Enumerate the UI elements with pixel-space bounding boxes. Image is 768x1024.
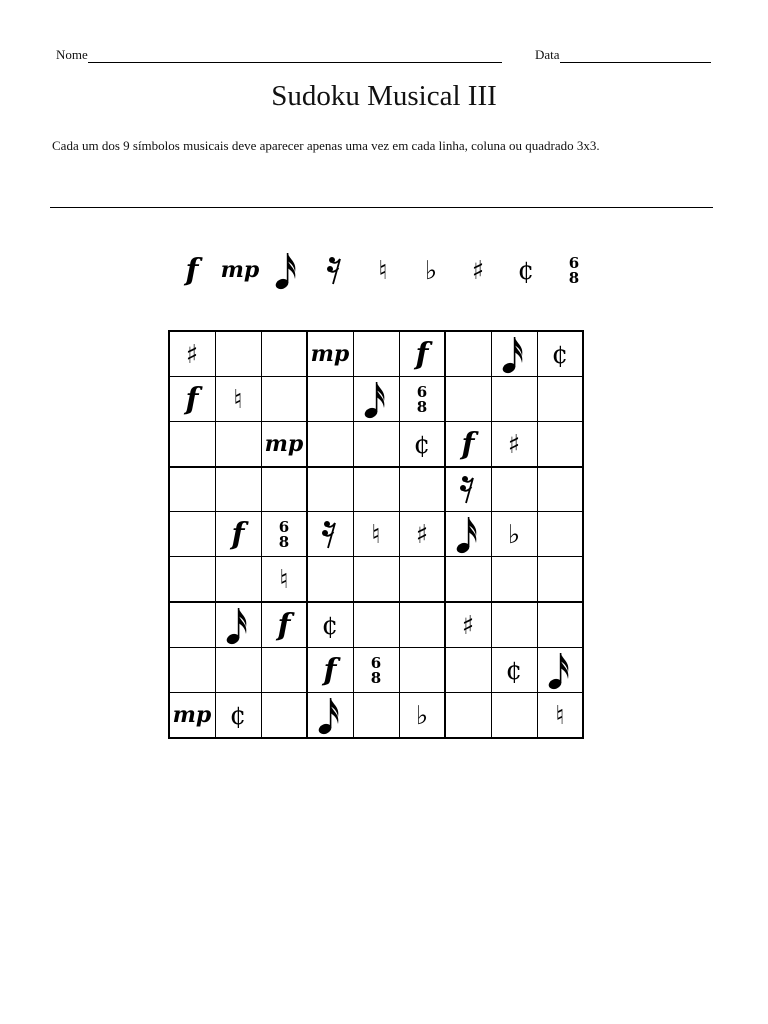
grid-row <box>169 512 583 557</box>
grid-cell-empty[interactable] <box>261 647 307 692</box>
grid-cell-sixteenth-rest <box>445 467 491 512</box>
grid-row <box>169 602 583 648</box>
instructions-text: Cada um dos 9 símbolos musicais deve aparecer apenas uma vez em cada linha, coluna ou quadrado 3x3. <box>52 138 600 153</box>
grid-cell-natural <box>353 512 399 557</box>
grid-cell-six-eight-time <box>261 512 307 557</box>
forte-icon <box>446 424 491 464</box>
grid-cell-forte <box>215 512 261 557</box>
grid-cell-empty[interactable] <box>537 422 583 467</box>
grid-cell-empty[interactable] <box>261 692 307 738</box>
six-eight-time-icon <box>354 650 399 690</box>
sharp-icon <box>456 238 500 302</box>
svg-text:♯: ♯ <box>472 256 485 286</box>
grid-cell-empty[interactable] <box>169 467 215 512</box>
svg-text:8: 8 <box>370 668 382 687</box>
svg-text:¢: ¢ <box>413 429 431 460</box>
svg-text:♮: ♮ <box>555 700 565 731</box>
grid-cell-empty[interactable] <box>537 377 583 422</box>
svg-text:f: f <box>231 517 245 552</box>
svg-text:♯: ♯ <box>461 610 475 641</box>
svg-text:♮: ♮ <box>233 385 243 415</box>
grid-cell-forte <box>307 647 353 692</box>
grid-cell-empty[interactable] <box>491 602 537 648</box>
sixteenth-rest-icon <box>313 238 357 302</box>
grid-cell-empty[interactable] <box>537 467 583 512</box>
grid-cell-natural <box>261 557 307 602</box>
sixteenth-rest-icon <box>308 514 353 554</box>
grid-row <box>169 377 583 422</box>
grid-cell-empty[interactable] <box>215 422 261 467</box>
svg-text:f: f <box>277 607 291 643</box>
forte-icon <box>308 650 353 690</box>
page-title: Sudoku Musical III <box>271 80 497 112</box>
sharp-icon <box>492 424 537 464</box>
grid-cell-empty[interactable] <box>169 422 215 467</box>
forte-icon <box>400 334 445 374</box>
grid-cell-cut-time <box>491 647 537 692</box>
grid-cell-empty[interactable] <box>215 557 261 602</box>
grid-cell-empty[interactable] <box>169 647 215 692</box>
svg-text:mp: mp <box>310 341 350 367</box>
grid-cell-sixteenth-note <box>353 377 399 422</box>
svg-text:6: 6 <box>278 518 289 536</box>
grid-cell-sharp <box>399 512 445 557</box>
flat-icon <box>492 514 537 554</box>
grid-row <box>169 692 583 738</box>
mezzo-piano-icon <box>262 424 307 464</box>
mezzo-piano-icon <box>170 695 215 735</box>
grid-cell-empty[interactable] <box>491 692 537 738</box>
grid-cell-empty[interactable] <box>445 377 491 422</box>
grid-row <box>169 467 583 512</box>
grid-row <box>169 557 583 602</box>
grid-cell-sixteenth-note <box>307 692 353 738</box>
svg-text:♭: ♭ <box>507 520 521 550</box>
svg-text:♯: ♯ <box>507 429 521 460</box>
svg-text:8: 8 <box>416 398 427 416</box>
grid-cell-sixteenth-rest <box>307 512 353 557</box>
sixteenth-note-icon <box>308 693 353 737</box>
svg-text:¢: ¢ <box>505 655 523 686</box>
grid-cell-empty[interactable] <box>445 331 491 377</box>
grid-cell-empty[interactable] <box>215 331 261 377</box>
grid-cell-sharp <box>169 331 215 377</box>
grid-cell-six-eight-time <box>399 377 445 422</box>
grid-cell-mezzo-piano <box>261 422 307 467</box>
cut-time-icon <box>504 238 548 302</box>
cut-time-icon <box>400 424 445 464</box>
grid-cell-six-eight-time <box>353 647 399 692</box>
svg-text:mp: mp <box>220 257 259 283</box>
grid-cell-sixteenth-note <box>215 602 261 648</box>
svg-text:♯: ♯ <box>185 340 199 370</box>
sixteenth-note-icon <box>265 238 309 302</box>
date-field[interactable] <box>535 47 711 63</box>
grid-cell-empty[interactable] <box>261 331 307 377</box>
grid-cell-empty[interactable] <box>399 647 445 692</box>
grid-cell-empty[interactable] <box>169 557 215 602</box>
grid-cell-sixteenth-note <box>491 331 537 377</box>
svg-text:f: f <box>415 337 429 372</box>
grid-cell-forte <box>399 331 445 377</box>
grid-cell-cut-time <box>307 602 353 648</box>
grid-cell-empty[interactable] <box>215 467 261 512</box>
grid-cell-empty[interactable] <box>353 331 399 377</box>
sixteenth-rest-icon <box>446 469 491 509</box>
forte-icon <box>170 238 214 302</box>
mezzo-piano-icon <box>218 238 262 302</box>
grid-cell-forte <box>169 377 215 422</box>
svg-text:8: 8 <box>568 269 580 287</box>
grid-cell-mezzo-piano <box>169 692 215 738</box>
grid-cell-empty[interactable] <box>537 602 583 648</box>
svg-text:f: f <box>185 382 199 417</box>
natural-icon <box>538 695 583 735</box>
flat-icon <box>409 238 453 302</box>
svg-text:f: f <box>461 426 475 462</box>
cut-time-icon <box>492 650 537 690</box>
grid-cell-mezzo-piano <box>307 331 353 377</box>
cut-time-icon <box>216 695 261 735</box>
grid-cell-empty[interactable] <box>491 377 537 422</box>
sixteenth-note-icon <box>216 603 261 647</box>
svg-text:¢: ¢ <box>551 340 569 370</box>
sixteenth-note-icon <box>538 648 583 692</box>
grid-cell-empty[interactable] <box>353 467 399 512</box>
grid-cell-sixteenth-note <box>537 647 583 692</box>
svg-text:¢: ¢ <box>321 610 339 641</box>
cut-time-icon <box>308 605 353 645</box>
svg-text:mp: mp <box>172 701 212 728</box>
grid-cell-empty[interactable] <box>169 602 215 648</box>
svg-text:♯: ♯ <box>415 520 429 550</box>
grid-cell-sharp <box>491 422 537 467</box>
sharp-icon <box>400 514 445 554</box>
symbol-legend <box>168 238 598 302</box>
grid-cell-empty[interactable] <box>215 647 261 692</box>
sixteenth-note-icon <box>446 512 491 556</box>
svg-text:♮: ♮ <box>378 256 388 286</box>
svg-text:¢: ¢ <box>229 700 247 731</box>
grid-cell-natural <box>537 692 583 738</box>
grid-cell-empty[interactable] <box>169 512 215 557</box>
natural-icon <box>354 514 399 554</box>
grid-cell-cut-time <box>215 692 261 738</box>
svg-text:♮: ♮ <box>279 564 289 595</box>
svg-text:f: f <box>323 652 337 688</box>
svg-text:8: 8 <box>278 533 289 551</box>
name-blank-line[interactable] <box>88 48 502 63</box>
grid-cell-empty[interactable] <box>261 377 307 422</box>
grid-cell-empty[interactable] <box>399 557 445 602</box>
grid-cell-forte <box>445 422 491 467</box>
grid-cell-empty[interactable] <box>353 692 399 738</box>
grid-cell-empty[interactable] <box>537 512 583 557</box>
cut-time-icon <box>538 334 583 374</box>
date-blank-line[interactable] <box>560 48 711 63</box>
name-label: Nome <box>56 47 88 62</box>
svg-text:mp: mp <box>264 430 304 457</box>
six-eight-time-icon <box>400 379 445 419</box>
grid-cell-cut-time <box>399 422 445 467</box>
name-field[interactable] <box>56 47 502 63</box>
natural-icon <box>361 238 405 302</box>
grid-cell-empty[interactable] <box>353 557 399 602</box>
mezzo-piano-icon <box>308 334 353 374</box>
grid-cell-empty[interactable] <box>491 467 537 512</box>
grid-cell-empty[interactable] <box>261 467 307 512</box>
natural-icon <box>216 379 261 419</box>
grid-cell-empty[interactable] <box>307 557 353 602</box>
grid-cell-empty[interactable] <box>307 422 353 467</box>
sixteenth-note-icon <box>492 332 537 376</box>
grid-cell-empty[interactable] <box>399 467 445 512</box>
six-eight-time-icon <box>262 514 307 554</box>
grid-cell-cut-time <box>537 331 583 377</box>
grid-cell-empty[interactable] <box>445 692 491 738</box>
grid-cell-empty[interactable] <box>491 557 537 602</box>
grid-cell-empty[interactable] <box>445 647 491 692</box>
sharp-icon <box>446 605 491 645</box>
grid-row <box>169 422 583 467</box>
svg-text:¢: ¢ <box>517 256 535 286</box>
flat-icon <box>400 695 445 735</box>
svg-text:f: f <box>185 253 199 288</box>
forte-icon <box>262 605 307 645</box>
svg-text:6: 6 <box>416 383 427 401</box>
forte-icon <box>170 379 215 419</box>
grid-cell-empty[interactable] <box>399 602 445 648</box>
divider-line <box>50 207 713 208</box>
natural-icon <box>262 559 307 599</box>
svg-text:♭: ♭ <box>424 256 437 286</box>
sixteenth-note-icon <box>354 377 399 421</box>
grid-cell-empty[interactable] <box>353 602 399 648</box>
grid-row <box>169 647 583 692</box>
svg-text:6: 6 <box>568 254 580 272</box>
grid-cell-sixteenth-note <box>445 512 491 557</box>
date-label: Data <box>535 47 560 62</box>
grid-cell-empty[interactable] <box>307 467 353 512</box>
grid-cell-natural <box>215 377 261 422</box>
grid-cell-sharp <box>445 602 491 648</box>
grid-cell-flat <box>491 512 537 557</box>
sudoku-grid <box>168 330 584 739</box>
grid-cell-forte <box>261 602 307 648</box>
sharp-icon <box>170 334 215 374</box>
svg-text:6: 6 <box>370 653 382 672</box>
grid-cell-empty[interactable] <box>353 422 399 467</box>
grid-cell-flat <box>399 692 445 738</box>
grid-cell-empty[interactable] <box>307 377 353 422</box>
six-eight-time-icon <box>552 238 596 302</box>
svg-text:♭: ♭ <box>415 700 428 731</box>
forte-icon <box>216 514 261 554</box>
svg-text:♮: ♮ <box>371 520 381 550</box>
grid-cell-empty[interactable] <box>445 557 491 602</box>
grid-cell-empty[interactable] <box>537 557 583 602</box>
grid-row <box>169 331 583 377</box>
